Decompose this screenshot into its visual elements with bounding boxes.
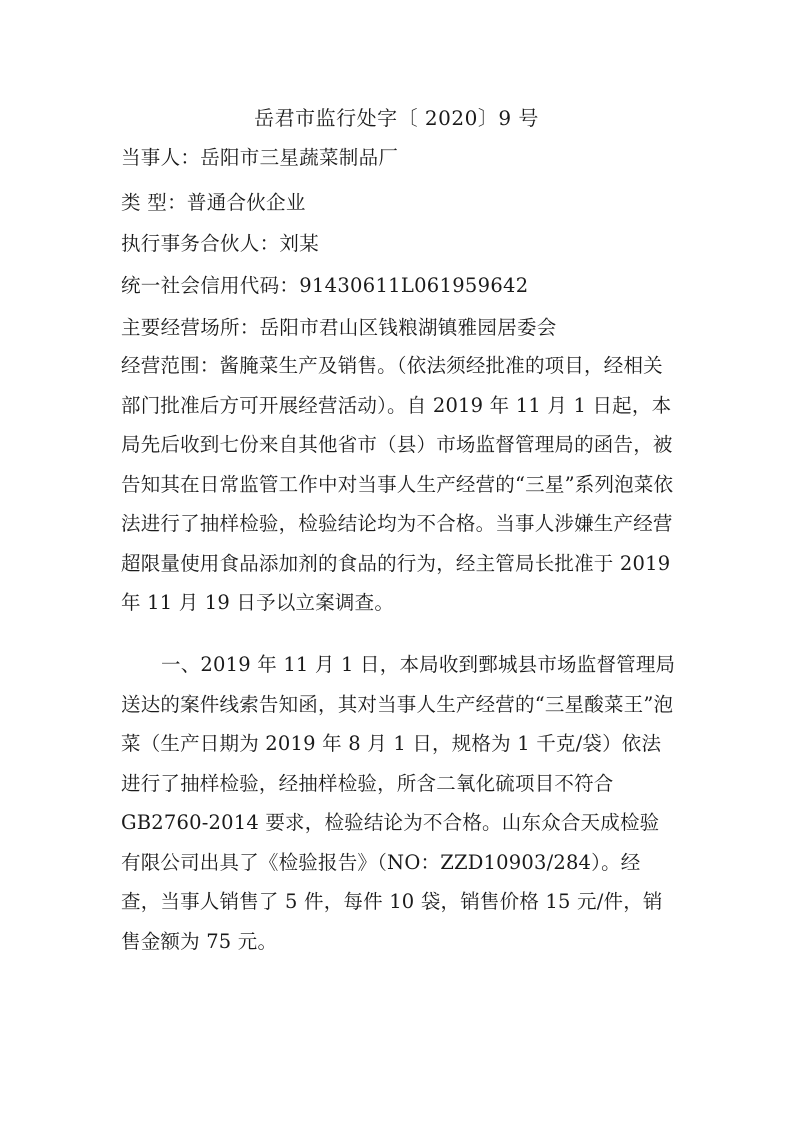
document-title: 岳君市监行处字〔 2020〕9 号: [254, 106, 539, 130]
paragraph-business-scope: [121, 346, 677, 623]
party-line: 当事人：岳阳市三星蔬菜制品厂: [121, 146, 399, 169]
address-line: 主要经营场所：岳阳市君山区钱粮湖镇雅园居委会: [121, 316, 557, 339]
credit-code-line: 统一社会信用代码：91430611L061959642: [121, 274, 529, 297]
paragraph-1-text: 经营范围：酱腌菜生产及销售。（依法须经批准的项目，经相关部门批准后方可开展经营活动）。自 2019 年 11 月 1 日起，本局先后收到七份来自其他省市（县）市场监督管理局的函告，被告知其在日常监管工作中对当事人生产经营的“三星”系列泡菜依法进行了抽样检验，检验结论均为不合格。当事人涉嫌生产经营超限量使用食品添加剂的食品的行为，经主管局长批准于 2019 年 11 月 19 日予以立案调查。: [121, 354, 674, 614]
paragraph-2-text: 一、2019 年 11 月 1 日，本局收到鄄城县市场监督管理局送达的案件线索告知函，其对当事人生产经营的“三星酸菜王”泡菜（生产日期为 2019 年 8 月 1 日，规格为 1 千克/袋）依法进行了抽样检验，经抽样检验，所含二氧化硫项目不符合 GB2760-2014 要求，检验结论为不合格。山东众合天成检验有限公司出具了《检验报告》（NO：ZZD10903/284）。经查，当事人销售了 5 件，每件 10 袋，销售价格 15 元/件，销售金额为 75 元。: [121, 653, 676, 953]
executive-partner-line: 执行事务合伙人：刘某: [121, 232, 320, 255]
type-line: 类 型：普通合伙企业: [121, 191, 306, 214]
paragraph-case-one: [121, 645, 677, 961]
